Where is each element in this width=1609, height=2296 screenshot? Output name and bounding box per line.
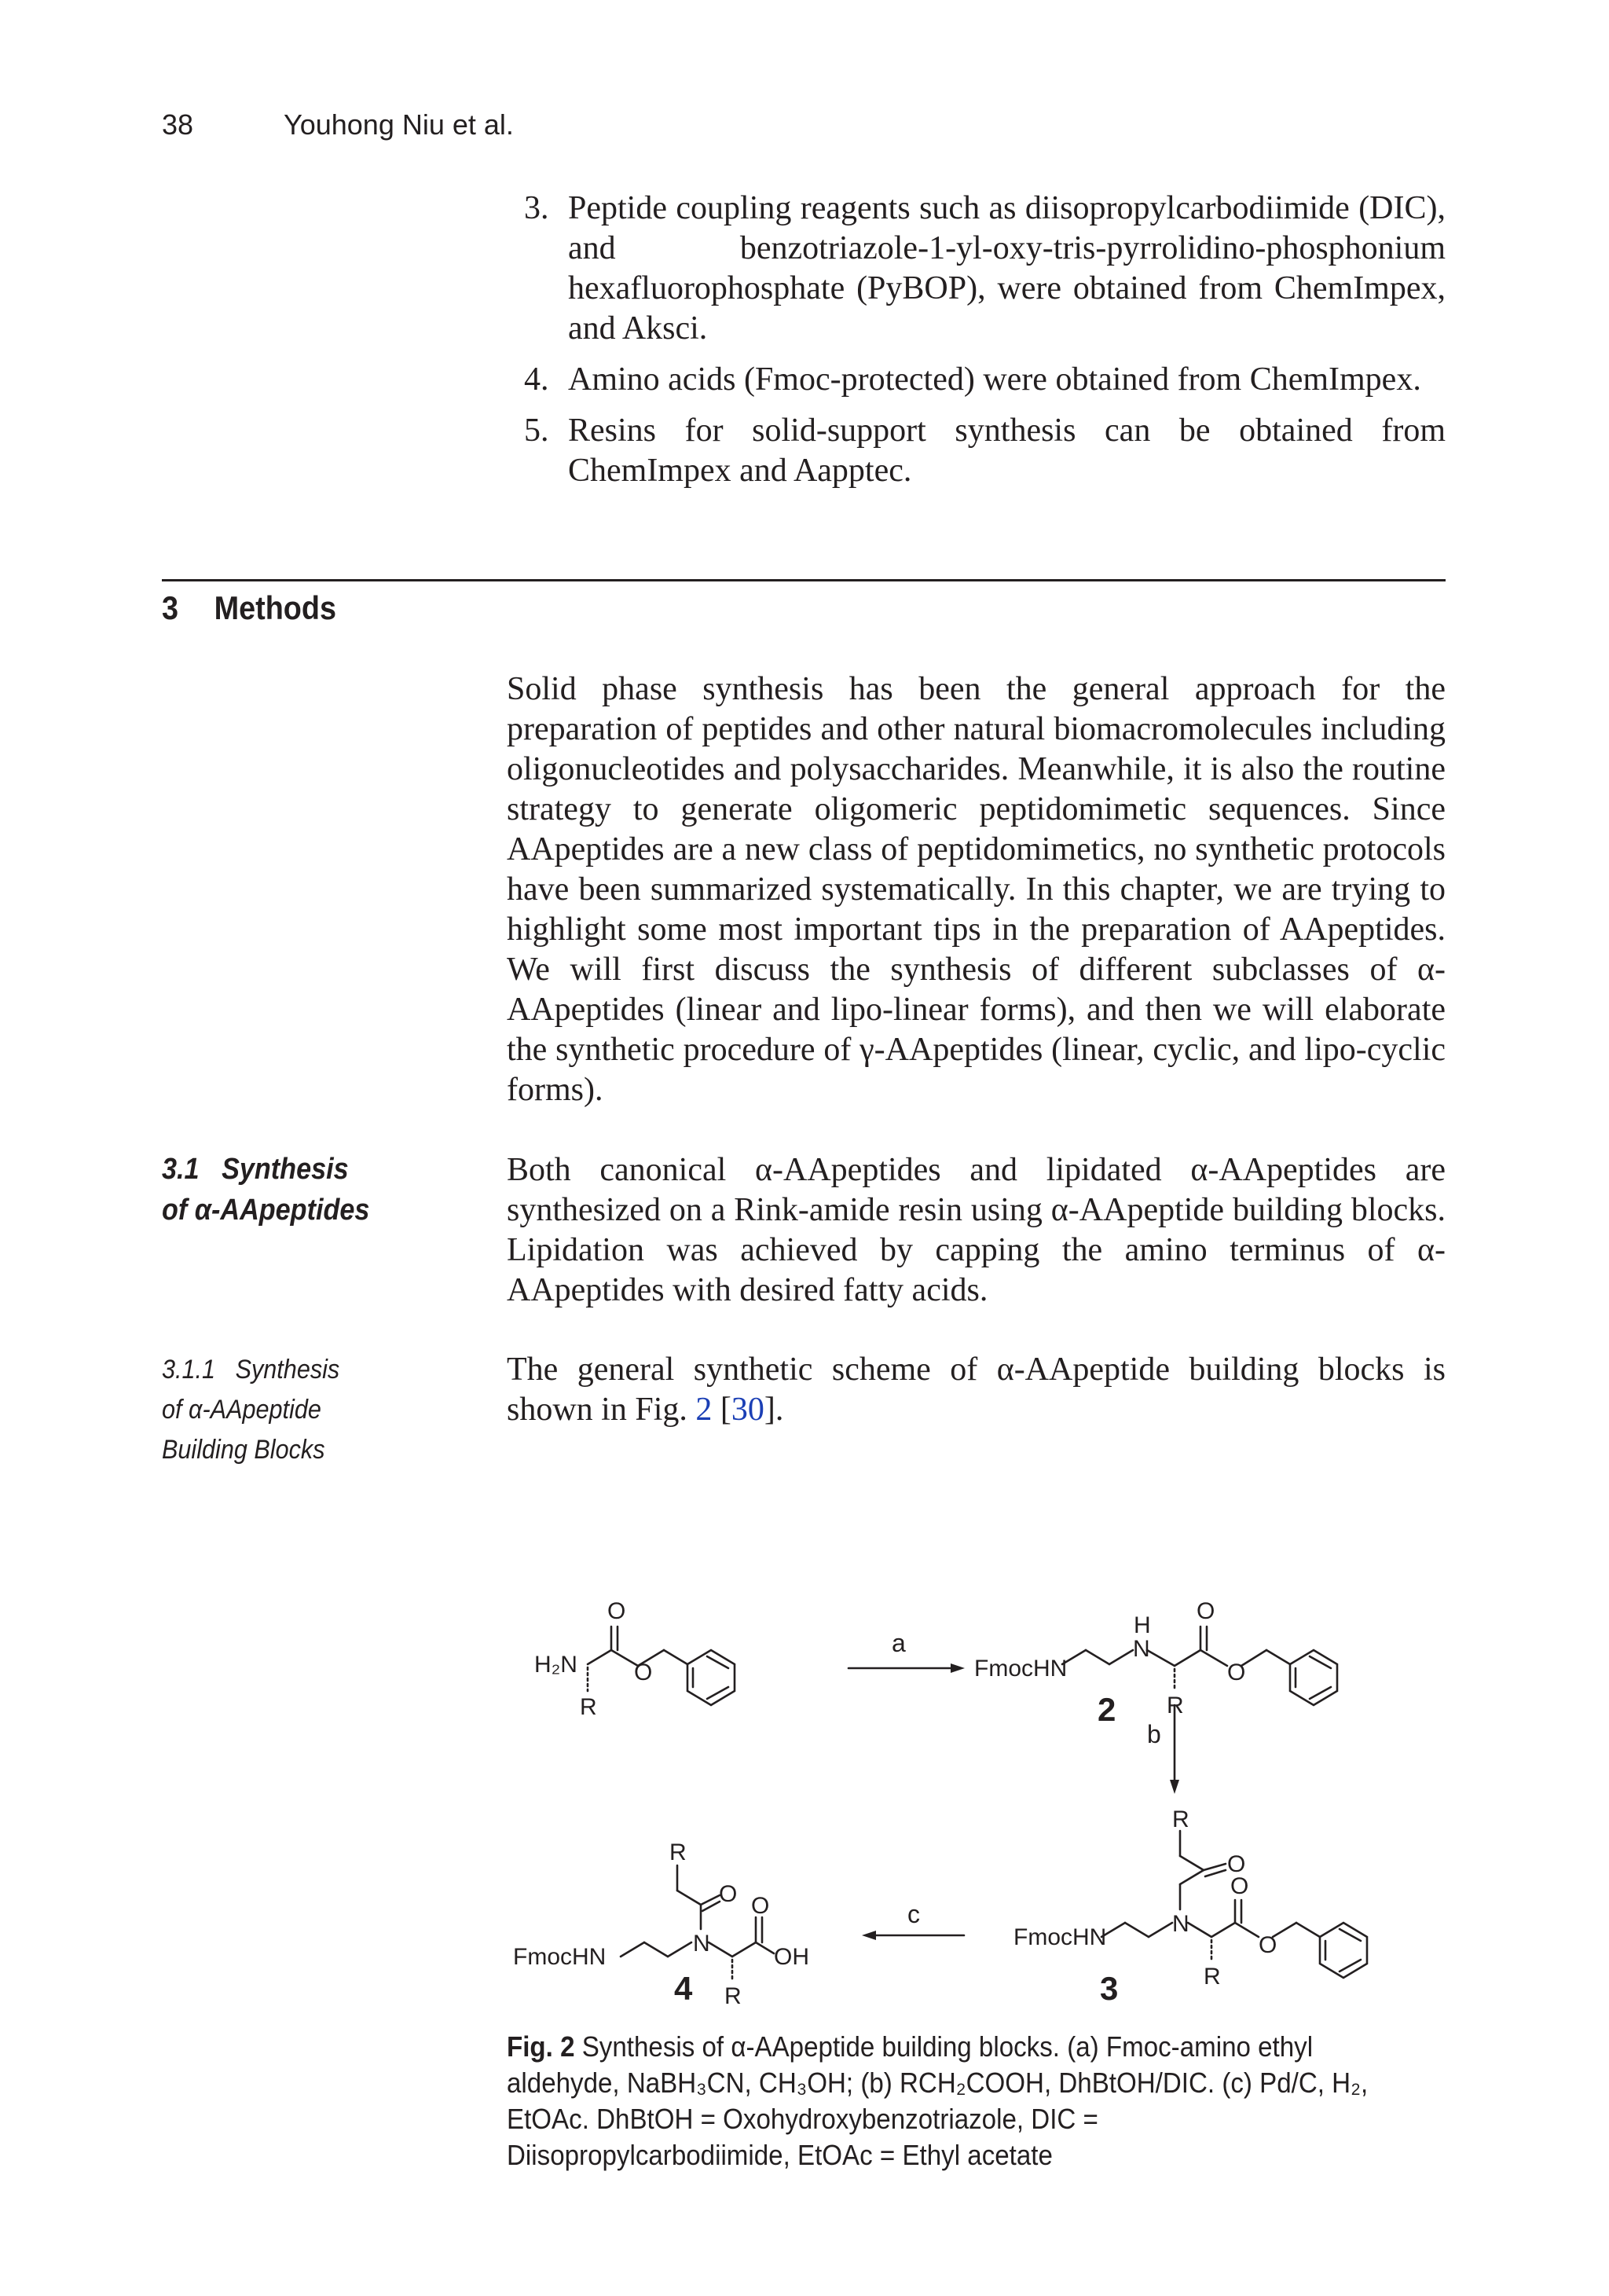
subsection-3-1-1-paragraph: The general synthetic scheme of α-AApeptide building blocks is shown in Fig. 2 [30]. [507, 1352, 1446, 1428]
list-item-text: Peptide coupling reagents such as diisopropylcarbodiimide (DIC), and benzotriazole-1-yl-oxy-tris-pyrrolidino-phosphonium hexafluorophosphate (PyBOP), were obtained from ChemImpex, and Aksci. [568, 190, 1446, 347]
amide-n-label: N [693, 1931, 710, 1957]
carbonyl-o-label: O [751, 1893, 770, 1919]
list-item-text: Resins for solid-support synthesis can be obtained from ChemImpex and Aapptec. [568, 413, 1446, 489]
list-item: 3. Peptide coupling reagents such as diisopropylcarbodiimide (DIC), and benzotriazole-1-yl-oxy-tris-pyrrolidino-phosphonium hexafluorophosphate (PyBOP), were obtained from ChemImpex, and Aksci. [524, 190, 1446, 347]
citation-link[interactable]: 30 [731, 1392, 764, 1428]
carbonyl-o-label: O [1197, 1598, 1215, 1624]
section-number: 3 [162, 589, 179, 626]
subsection-title-line: Synthesis [222, 1153, 349, 1186]
h2n-label: H₂N [534, 1652, 577, 1678]
running-head-authors: Youhong Niu et al. [284, 108, 514, 141]
subsubsection-number: 3.1.1 [162, 1355, 216, 1385]
amide-n-label: N [1172, 1911, 1189, 1937]
figure-caption [507, 2029, 1374, 2173]
r-group-label: R [1204, 1964, 1221, 1990]
amide-o-label: O [719, 1881, 738, 1907]
r-group-label: R [724, 1983, 742, 2009]
compound-2-number: 2 [1098, 1691, 1116, 1728]
r-group-label: R [669, 1839, 687, 1865]
subsection-number: 3.1 [162, 1153, 200, 1186]
carbonyl-o-label: O [1230, 1873, 1249, 1899]
amide-o-label: O [1227, 1851, 1246, 1877]
nh-n-label: N [1133, 1636, 1150, 1662]
section-title: Methods [214, 589, 336, 626]
page-number: 38 [162, 108, 194, 141]
section-heading [162, 589, 336, 627]
r-group-label: R [580, 1694, 597, 1720]
step-c-label: c [907, 1900, 920, 1928]
running-head [162, 108, 514, 141]
compound-4-number: 4 [674, 1970, 693, 2007]
subsubsection-title-line: Synthesis [235, 1355, 340, 1385]
compound-3-number: 3 [1100, 1970, 1119, 2007]
subsection-3-1-paragraph: Both canonical α-AApeptides and lipidated α-AApeptides are synthesized on a Rink-amide resin using α-AApeptide building blocks. Lipidation was achieved by capping the amino terminus of α-AApeptides with desired fatty acids. [507, 1152, 1446, 1308]
compound-4-structure [621, 1865, 774, 1980]
ester-o-label: O [1227, 1660, 1246, 1685]
ester-o-label: O [1259, 1932, 1277, 1958]
figure-reference-link[interactable]: 2 [695, 1392, 713, 1428]
subsection-3-1-heading [162, 1149, 395, 1231]
ester-o-label: O [634, 1660, 653, 1685]
r-group-label: R [1172, 1806, 1189, 1832]
caption-label: Fig. 2 [507, 2030, 575, 2063]
fmochn-label: FmocHN [1013, 1924, 1107, 1950]
hydroxyl-oh-label: OH [774, 1944, 809, 1970]
subsubsection-title-line: Building Blocks [162, 1435, 325, 1465]
subsection-3-1-1-heading [162, 1350, 395, 1470]
compound-1-structure [503, 1572, 735, 1705]
subsection-title-line: of α-AApeptides [162, 1194, 370, 1227]
list-item: 5. Resins for solid-support synthesis can be obtained from ChemImpex and Aapptec. [524, 413, 1446, 489]
step-b-label: b [1147, 1720, 1161, 1748]
nh-h-label: H [1134, 1612, 1151, 1638]
step-a-label: a [892, 1629, 906, 1657]
methods-intro-paragraph: Solid phase synthesis has been the general approach for the preparation of peptides and other natural biomacromolecules including oligonucleotides and polysaccharides. Meanwhile, it is also the routine strategy to generate oligomeric peptidomimetic sequences. Since AApeptides are a new class of peptidomimetics, no synthetic protocols have been summarized systematically. In this chapter, we are trying to highlight some most important tips in the preparation of AApeptides. We will first discuss the synthesis of different subclasses of α-AApeptides (linear and lipo-linear forms), and then we will elaborate the synthetic procedure of γ-AApeptides (linear, cyclic, and lipo-cyclic forms). [507, 671, 1446, 1108]
subsubsection-title-line: of α-AApeptide [162, 1395, 321, 1425]
reaction-scheme-figure [503, 1572, 1453, 2035]
materials-list [507, 189, 1446, 502]
caption-text: Synthesis of α-AApeptide building blocks. (a) Fmoc-amino ethyl aldehyde, NaBH₃CN, CH₃OH; (b) RCH₂COOH, DhBtOH/DIC. (c) Pd/C, H₂, EtOAc. DhBtOH = Oxohydroxybenzotriazole, DIC = Diisopropylcarbodiimide, EtOAc = Ethyl acetate [507, 2030, 1369, 2171]
fmochn-label: FmocHN [513, 1944, 607, 1970]
list-item: 4. Amino acids (Fmoc-protected) were obtained from ChemImpex. [524, 361, 1421, 398]
list-item-text: Amino acids (Fmoc-protected) were obtained from ChemImpex. [568, 361, 1421, 398]
section-rule [162, 579, 1446, 581]
fmochn-label: FmocHN [974, 1656, 1068, 1682]
carbonyl-o-label: O [607, 1598, 626, 1624]
r-group-label: R [1167, 1693, 1184, 1718]
